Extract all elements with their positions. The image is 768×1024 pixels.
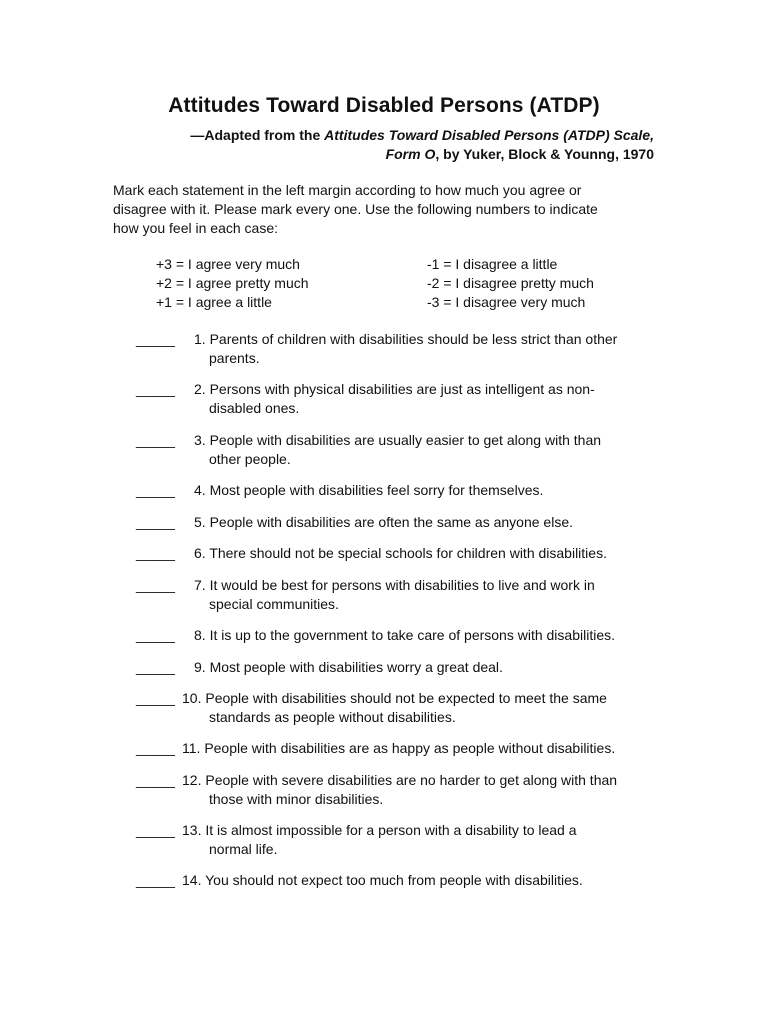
subtitle-prefix: —Adapted from the (190, 127, 325, 143)
response-blank[interactable]: _____ (136, 872, 175, 888)
response-blank[interactable]: _____ (136, 690, 175, 706)
response-blank[interactable]: _____ (136, 432, 175, 448)
subtitle-line-2 (190, 145, 654, 164)
statement-text: 2. Persons with physical disabilities are just as intelligent as non- (194, 381, 595, 397)
statement-continuation: normal life. (209, 841, 278, 857)
statement-first-line (136, 577, 595, 593)
response-blank[interactable]: _____ (136, 514, 175, 530)
statement-first-line (136, 872, 583, 888)
statement-text: 1. Parents of children with disabilities should be less strict than other (194, 331, 618, 347)
statement-text: 3. People with disabilities are usually easier to get along with than (194, 432, 602, 448)
statement-item (136, 380, 676, 418)
response-blank[interactable]: _____ (136, 627, 175, 643)
statement-text: 8. It is up to the government to take care of persons with disabilities. (194, 627, 615, 643)
agree-scale (156, 255, 309, 312)
statement-item (136, 871, 676, 890)
scale-entry: -2 = I disagree pretty much (427, 275, 594, 291)
statement-item (136, 658, 676, 677)
statement-text: 6. There should not be special schools for children with disabilities. (194, 545, 607, 561)
instructions-line: Mark each statement in the left margin according to how much you agree or (113, 182, 582, 198)
statement-first-line (136, 514, 573, 530)
scale-entry: -1 = I disagree a little (427, 256, 558, 272)
response-blank[interactable]: _____ (136, 482, 175, 498)
statement-text: 14. You should not expect too much from people with disabilities. (182, 872, 583, 888)
statement-item (136, 821, 676, 859)
page-subtitle (190, 126, 654, 164)
instructions (113, 181, 653, 238)
statement-first-line (136, 822, 577, 838)
response-blank[interactable]: _____ (136, 740, 175, 756)
page-title: Attitudes Toward Disabled Persons (ATDP) (168, 94, 600, 117)
subtitle-authors: , by Yuker, Block & Younng, 1970 (435, 146, 654, 162)
statement-text: 7. It would be best for persons with disabilities to live and work in (194, 577, 595, 593)
statement-item (136, 481, 676, 500)
disagree-scale (427, 255, 594, 312)
statement-item (136, 626, 676, 645)
scale-entry: +2 = I agree pretty much (156, 275, 309, 291)
response-blank[interactable]: _____ (136, 545, 175, 561)
subtitle-scale-name: Attitudes Toward Disabled Persons (ATDP) Scale, (324, 127, 654, 143)
response-blank[interactable]: _____ (136, 659, 175, 675)
response-blank[interactable]: _____ (136, 331, 175, 347)
statement-continuation: disabled ones. (209, 400, 300, 416)
subtitle-form: Form O (385, 146, 436, 162)
statement-first-line (136, 740, 615, 756)
statement-first-line (136, 627, 615, 643)
statement-text: 5. People with disabilities are often the same as anyone else. (194, 514, 574, 530)
statement-text: 11. People with disabilities are as happy as people without disabilities. (182, 740, 616, 756)
instructions-line: how you feel in each case: (113, 220, 278, 236)
statement-first-line (136, 772, 617, 788)
statement-continuation: parents. (209, 350, 260, 366)
scale-entry: -3 = I disagree very much (427, 294, 586, 310)
statement-first-line (136, 331, 617, 347)
statement-item (136, 771, 676, 809)
statement-text: 12. People with severe disabilities are no harder to get along with than (182, 772, 618, 788)
statement-item (136, 739, 676, 758)
statement-text: 9. Most people with disabilities worry a great deal. (194, 659, 503, 675)
subtitle-line-1 (190, 126, 654, 145)
statement-first-line (136, 432, 601, 448)
statement-item (136, 513, 676, 532)
response-blank[interactable]: _____ (136, 577, 175, 593)
statement-continuation: other people. (209, 451, 291, 467)
statement-text: 13. It is almost impossible for a person with a disability to lead a (182, 822, 577, 838)
statement-first-line (136, 545, 607, 561)
statement-item (136, 576, 676, 614)
scale-entry: +3 = I agree very much (156, 256, 300, 272)
statement-text: 4. Most people with disabilities feel sorry for themselves. (194, 482, 544, 498)
scale-entry: +1 = I agree a little (156, 294, 272, 310)
statement-first-line (136, 381, 595, 397)
statement-continuation: those with minor disabilities. (209, 791, 384, 807)
statement-first-line (136, 482, 543, 498)
statement-first-line (136, 690, 607, 706)
statement-item (136, 330, 676, 368)
statement-text: 10. People with disabilities should not be expected to meet the same (182, 690, 607, 706)
statement-item (136, 689, 676, 727)
response-blank[interactable]: _____ (136, 381, 175, 397)
response-blank[interactable]: _____ (136, 772, 175, 788)
instructions-line: disagree with it. Please mark every one. Use the following numbers to indicate (113, 201, 598, 217)
statement-continuation: special communities. (209, 596, 339, 612)
response-blank[interactable]: _____ (136, 822, 175, 838)
statement-continuation: standards as people without disabilities. (209, 709, 456, 725)
statement-first-line (136, 659, 503, 675)
statement-item (136, 544, 676, 563)
statement-item (136, 431, 676, 469)
